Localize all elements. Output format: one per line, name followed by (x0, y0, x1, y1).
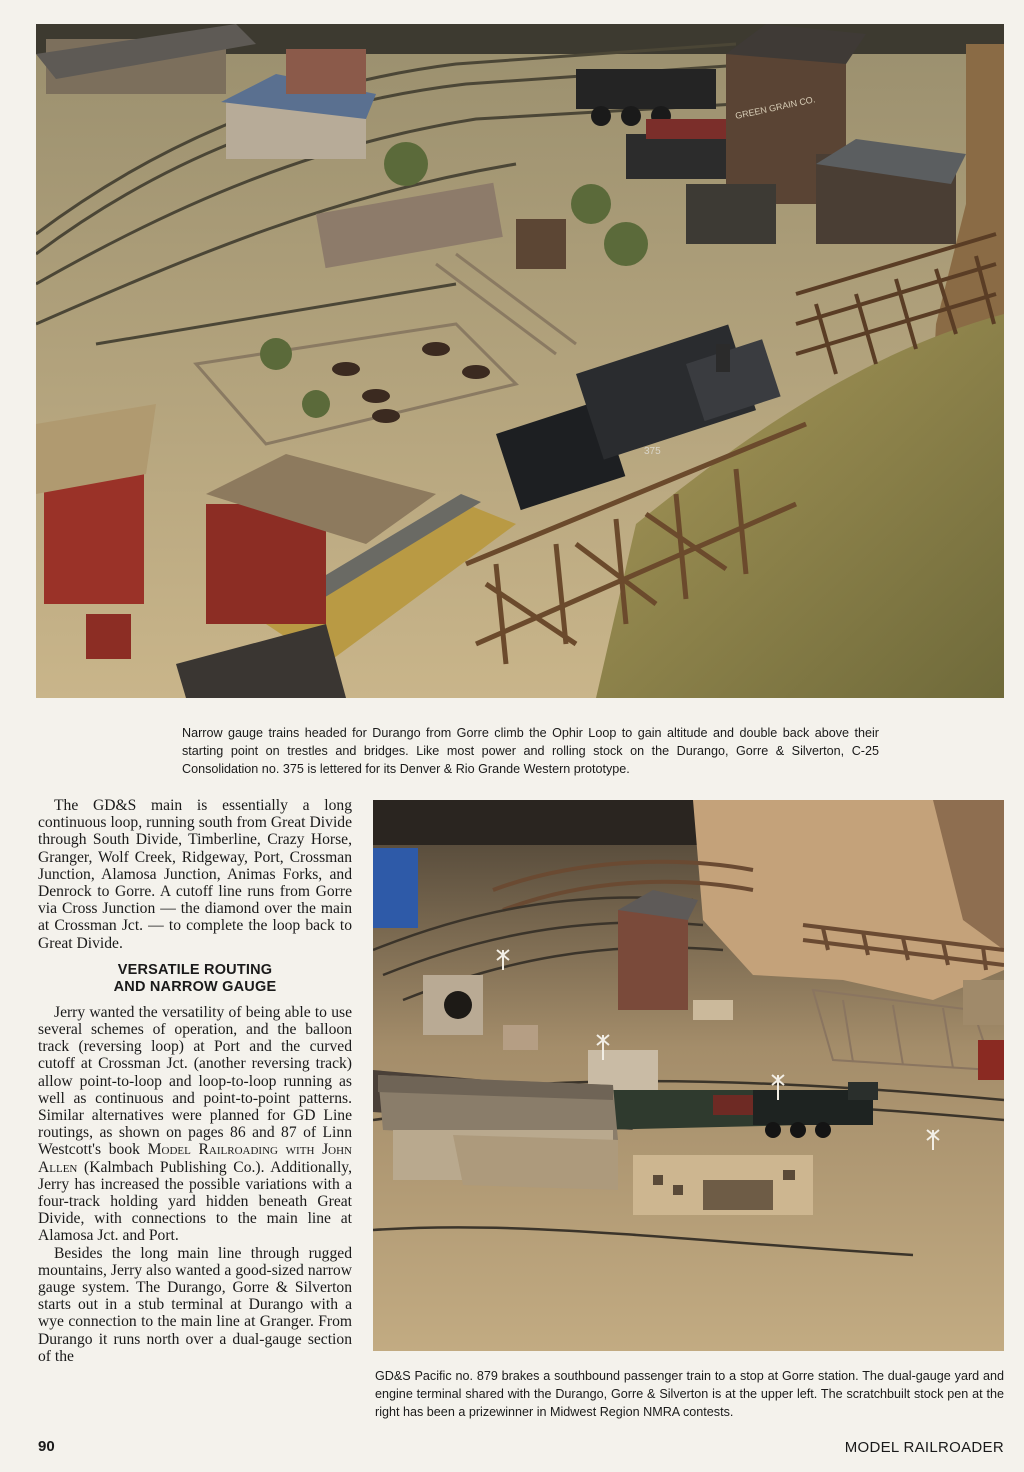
paragraph-versatility (38, 1004, 352, 1245)
caption-top-text: Narrow gauge trains headed for Durango from Gorre climb the Ophir Loop to gain altitude and double back above their starting point on trestles and bridges. Like most power and rolling stock on the Durango, Gorre & Silverton, C-25 Consolidation no. 375 is lettered for its Denver & Rio Grande Western prototype. (182, 726, 879, 776)
page-number: 90 (38, 1438, 55, 1455)
photo-gorre-station (373, 800, 1004, 1351)
ophir-loop-illustration (36, 24, 1004, 698)
magazine-name: MODEL RAILROADER (844, 1439, 1004, 1456)
gorre-station-illustration (373, 800, 1004, 1351)
paragraph-versatility-text-a: Jerry wanted the versatility of being able to use several schemes of operation, and the balloon track (reversing loop) at Port and the curved cutoff at Crossman Jct. (another reversing track) allow point-to-loop and loop-to-loop running as well as continuous and point-to-point patterns. Similar alternatives were planned for GD Line routings, as shown on pages 86 and 87 of Linn Westcott's book (38, 1003, 352, 1159)
paragraph-main-loop: The GD&S main is essentially a long continuous loop, running south from Great Divide through South Divide, Timberline, Crazy Horse, Granger, Wolf Creek, Ridgeway, Port, Crossman Junction, Alamosa Junction, Animas Forks, and Denrock to Gorre. A cutoff line runs from Gorre via Cross Junction — the diamond over the main at Crossman Jct. — to complete the loop back to Great Divide. (38, 797, 352, 952)
grain-elevator-sign: GREEN GRAIN CO. (734, 94, 817, 121)
caption-bottom-text: GD&S Pacific no. 879 brakes a southbound passenger train to a stop at Gorre station. The dual-gauge yard and engine terminal shared with the Durango, Gorre & Silverton is at the upper left. The scratchbuilt stock pen at the right has been a prizewinner in Midwest Region NMRA contests. (375, 1369, 1004, 1419)
book-title: Model Railroading with John Allen (38, 1141, 352, 1176)
caption-bottom-photo (375, 1367, 1004, 1421)
section-heading-line-2: AND NARROW GAUGE (113, 978, 277, 995)
section-heading (38, 962, 352, 996)
photo-ophir-loop (36, 24, 1004, 698)
paragraph-narrow-gauge: Besides the long main line through rugged mountains, Jerry also wanted a good-sized narrow gauge system. The Durango, Gorre & Silverton starts out in a stub terminal at Durango with a wye connection to the main line at Granger. From Durango it runs north over a dual-gauge section of the (38, 1244, 352, 1365)
caption-top-photo (182, 724, 879, 778)
locomotive-number: 375 (644, 446, 661, 457)
paragraph-versatility-text-b: (Kalmbach Publishing Co.). Additionally, Jerry has increased the possible variations with a four-track holding yard hidden beneath Great Divide, with connections to the main line at Alamosa Jct. and Port. (38, 1158, 352, 1245)
section-heading-line-1: VERSATILE ROUTING (117, 961, 273, 978)
article-body (38, 797, 352, 1365)
